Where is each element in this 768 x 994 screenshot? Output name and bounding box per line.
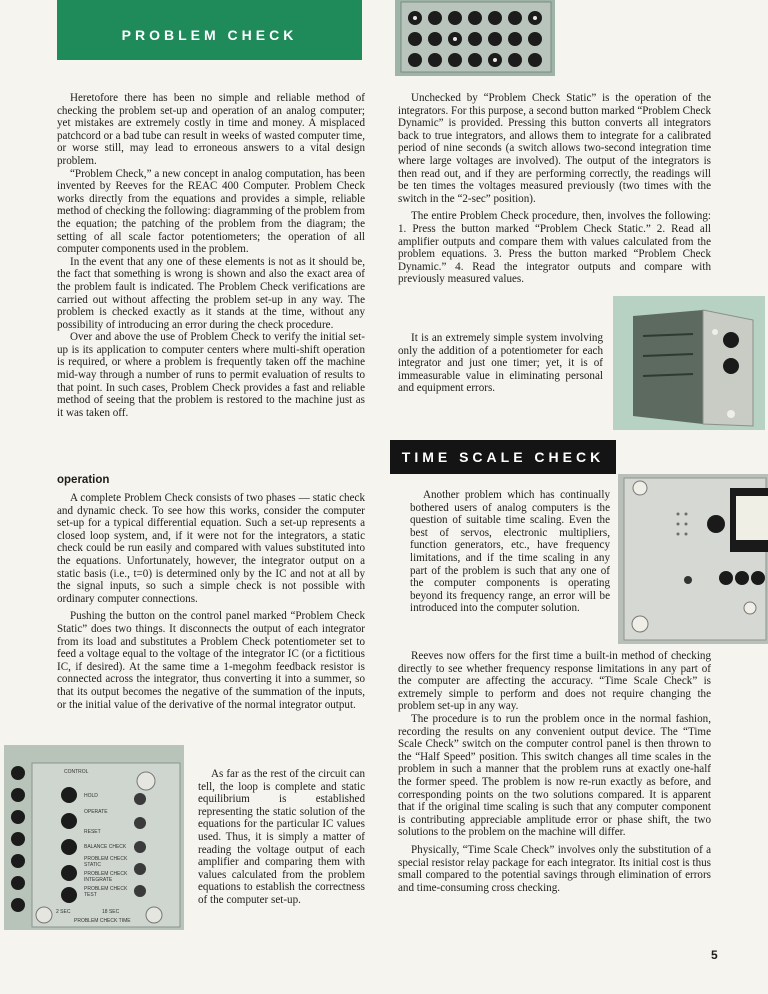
meter-panel-photo bbox=[618, 474, 768, 644]
time-scale-paragraph: The procedure is to run the problem once in the normal fashion, recording the results on any convenient output device. The “Time Scale Check” switch on the computer control panel is then thrown to the “Half Speed” position. This switch changes all time scales in the problem in such a manner that the problem runs at exactly one-half the former speed. The problem is now re-run exactly as before, and corresponding points on the two solutions compared. It is apparent that if the original time scaling is such that any computer component is contributing appreciable amplitude error or phase shift, the two solutions to the problem on the machine will differ. bbox=[398, 712, 711, 839]
right-paragraph: The entire Problem Check procedure, then, involves the following: 1. Press the button marked “Problem Check Static.” 2. Read all amplifier outputs and compare them with values calculated from the problem equations. 3. Press the button marked “Problem Check Dynamic.” 4. Read the integrator outputs and compare with previously measured values. bbox=[398, 210, 711, 286]
module-illustration bbox=[613, 296, 765, 430]
time-scale-paragraph: Physically, “Time Scale Check” involves only the substitution of a special resistor relay package for each integrator. Its initial cost is thus small compared to the potential savings through elimination of errors and time-consuming cross checking. bbox=[398, 843, 711, 894]
control-panel-label: CONTROL bbox=[64, 769, 89, 775]
right-paragraph: It is an extremely simple system involving only the addition of a potentiometer for each integrator and just one timer; yet, it is of immeasurable value in eliminating personal and equipment errors. bbox=[398, 332, 603, 395]
control-panel-label: HOLD bbox=[84, 793, 98, 799]
time-scale-column-narrow bbox=[410, 489, 610, 615]
control-panel-label: PROBLEM CHECK INTEGRATE bbox=[84, 871, 128, 883]
operation-paragraph: A complete Problem Check consists of two phases — static check and dynamic check. To see how this works, consider the computer set-up for a typical differential equation. Such a set-up represents a closed loop system, and, if it were not for the integrators, a static check could be run easily and compared with values substituted into the equations. Unfortunately, however, the integrator output on a static basis (i.e., t=0) is determined only by the IC and not at all by the signal inputs, so such a simple check is not possible with ordinary computer connections. bbox=[57, 492, 365, 605]
control-panel-label: BALANCE CHECK bbox=[84, 844, 127, 850]
problem-check-title: PROBLEM CHECK bbox=[121, 27, 298, 43]
meter-panel-illustration bbox=[618, 474, 768, 644]
operation-paragraph: Pushing the button on the control panel marked “Problem Check Static” does two things. It disconnects the output of each integrator from its load and substitutes a Problem Check potentiometer set to feed a voltage equal to the voltage of the integrator IC (or a fictitious IC, if desired). At the same time a 1-megohm feedback resistor is connected across the integrator, thus converting it into a summer, so that its output becomes the negative of the summation of the inputs, or the initial value of the derivative of the normal integrator output. bbox=[57, 610, 365, 711]
control-panel-label: PROBLEM CHECK TEST bbox=[84, 886, 128, 898]
right-column-narrow bbox=[398, 332, 603, 395]
control-panel-photo bbox=[4, 745, 184, 930]
time-scale-column bbox=[398, 650, 711, 894]
right-paragraph: Unchecked by “Problem Check Static” is the operation of the integrators. For this purpose, a second button marked “Problem Check Dynamic” is provided. Pressing this button converts all integrators back to true integrators, and allows them to integrate for a calibrated period of nine seconds (a switch allows two-second integration time where large voltages are involved). The output of the integrators is then read out, and if they are performing correctly, the readings will be ten times the voltages measured previously (two times with the switch in the “2-sec” position). bbox=[398, 92, 711, 205]
time-scale-check-title-bar bbox=[390, 440, 616, 474]
control-panel-label: RESET bbox=[84, 829, 101, 835]
operation-heading: operation bbox=[57, 474, 110, 486]
problem-check-title-bar bbox=[57, 0, 362, 60]
control-panel-illustration bbox=[4, 745, 184, 930]
control-panel-label: OPERATE bbox=[84, 809, 108, 815]
time-scale-paragraph: Another problem which has continually bothered users of analog computers is the question of suitable time scaling. Even the best of servos, electronic multipliers, function generators, etc., have frequency limitations, and if the time scaling in any part of the problem is such that any one of the computer components is operating beyond its frequency range, an error will be introduced into the computer solution. bbox=[410, 489, 610, 615]
intro-paragraph: “Problem Check,” a new concept in analog computation, has been invented by Reeves for the REAC 400 Computer. Problem Check works directly from the equations and provides a simple, reliable method of checking the following: diagramming of the problem from the equation; the patching of the problem from the diagram; the setting of all scale factor potentiometers; the operation of all computer components used in the problem. bbox=[57, 167, 365, 256]
time-scale-check-title: TIME SCALE CHECK bbox=[401, 449, 605, 465]
operation-column-narrow bbox=[198, 768, 365, 907]
time-scale-paragraph: Reeves now offers for the first time a built-in method of checking directly to see whether frequency response limitations in any part of the computer are affecting the accuracy. “Time Scale Check” is extremely simple to perform and does not require changing the problem set-up in any way. bbox=[398, 650, 711, 713]
operation-column bbox=[57, 492, 365, 711]
right-column-top bbox=[398, 92, 711, 286]
left-column-intro bbox=[57, 92, 365, 419]
control-panel-label: PROBLEM CHECK STATIC bbox=[84, 856, 128, 868]
intro-paragraph: In the event that any one of these elements is not as it should be, the fact that something is wrong is shown and also the exact area of the problem fault is indicated. The Problem Check verifications are carried out without affecting the problem set-up in any way. The problem is checked exactly as it stands at the time, without any possibility of introducing an error during the check procedure. bbox=[57, 255, 365, 331]
control-panel-label: PROBLEM CHECK TIME bbox=[74, 918, 131, 924]
knob-panel-photo bbox=[395, 0, 555, 76]
knob-panel-illustration bbox=[395, 0, 555, 76]
intro-paragraph: Heretofore there has been no simple and reliable method of checking the problem set-up and operation of an analog computer; yet mistakes are extremely costly in time and money. A misplaced patchcord or a bad tube can result in weeks of wasted computer time, or worse still, may lead to erroneous answers to a vital design problem. bbox=[57, 92, 365, 167]
control-panel-label: 18 SEC bbox=[102, 909, 120, 915]
control-panel-label: 2 SEC bbox=[56, 909, 71, 915]
page-number: 5 bbox=[711, 948, 718, 962]
operation-paragraph: As far as the rest of the circuit can tell, the loop is complete and static equilibrium is established representing the static solution of the equations for the particular IC values used. Thus, it is simply a matter of reading the voltage output of each amplifier and comparing them with values calculated from the problem equations to establish the correctness of the computer set-up. bbox=[198, 768, 365, 906]
module-photo bbox=[613, 296, 765, 430]
intro-paragraph: Over and above the use of Problem Check to verify the initial set-up is its application to computer centers where multi-shift operation is required, or where a problem is frequently taken off the machine mid-way through a number of runs to permit evaluation of results to that point. In such cases, Problem Check provides a fast and reliable method of seeing that the problem is restored to the machine just as it was taken off. bbox=[57, 331, 365, 419]
